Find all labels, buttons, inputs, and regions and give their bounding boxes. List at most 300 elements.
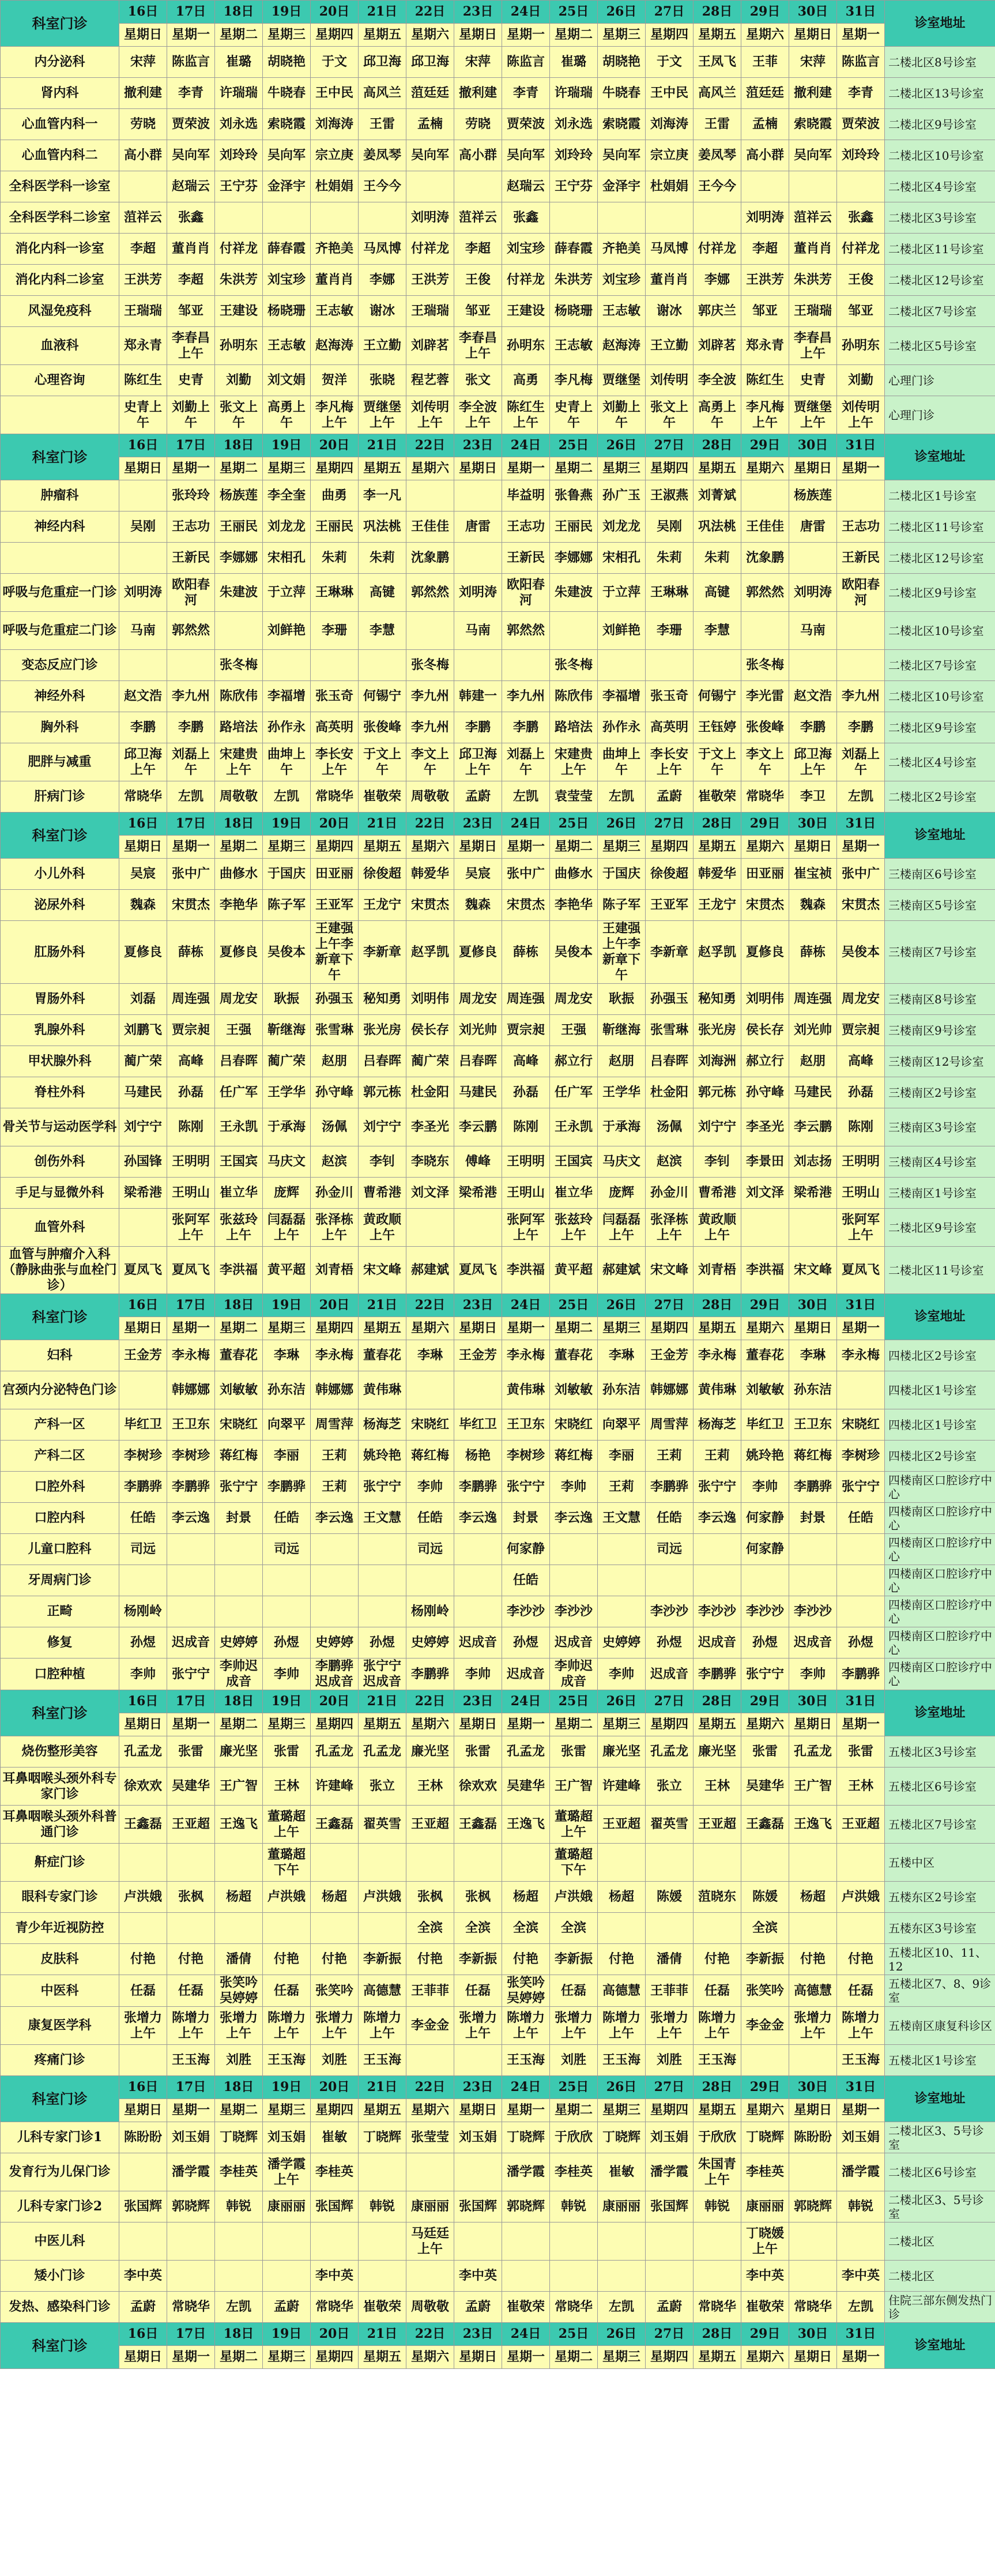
doctor-cell: 唐雷 <box>454 512 502 543</box>
doctor-cell <box>359 1534 406 1565</box>
date-cell: 18日 <box>215 1294 263 1317</box>
clinic-address: 五楼北区7号诊室 <box>885 1806 995 1844</box>
table-row <box>1 1844 995 1882</box>
doctor-cell <box>167 2261 215 2292</box>
doctor-cell: 杨超 <box>311 1882 359 1913</box>
department-name: 呼吸与危重症一门诊 <box>1 574 119 612</box>
doctor-cell: 任磊 <box>550 1975 598 2007</box>
date-cell: 26日 <box>598 2076 646 2099</box>
doctor-cell: 董璐超上午 <box>263 1806 311 1844</box>
doctor-cell: 廉光坚 <box>406 1736 454 1768</box>
doctor-cell: 马凤博 <box>359 234 406 265</box>
doctor-cell: 王永凯 <box>550 1108 598 1146</box>
doctor-cell: 李洪福 <box>215 1247 263 1294</box>
doctor-cell: 曲修水 <box>215 859 263 890</box>
department-name: 发育行为儿保门诊 <box>1 2153 119 2191</box>
doctor-cell: 李青 <box>167 78 215 109</box>
doctor-cell: 王建设 <box>215 296 263 327</box>
section-header-weekdays <box>1 24 995 47</box>
doctor-cell: 崔敏 <box>598 2153 646 2191</box>
doctor-cell: 宋文峰 <box>789 1247 837 1294</box>
weekday-cell: 星期一 <box>837 2099 885 2122</box>
doctor-cell <box>694 1534 741 1565</box>
doctor-cell: 牛晓春 <box>263 78 311 109</box>
doctor-cell: 王玉海 <box>598 2045 646 2076</box>
doctor-cell: 王建设 <box>502 296 550 327</box>
doctor-cell: 朱建波 <box>550 574 598 612</box>
doctor-cell: 王立勤 <box>359 327 406 365</box>
doctor-cell: 刘青梧 <box>311 1247 359 1294</box>
doctor-cell: 高英明 <box>646 712 694 743</box>
table-row <box>1 2222 995 2261</box>
doctor-cell: 夏修良 <box>741 921 789 984</box>
doctor-cell: 张雷 <box>741 1736 789 1768</box>
weekday-cell: 星期日 <box>119 1317 167 1340</box>
weekday-cell: 星期四 <box>646 2099 694 2122</box>
department-name: 全科医学科一诊室 <box>1 171 119 202</box>
doctor-cell: 吴建华 <box>741 1768 789 1806</box>
date-cell: 29日 <box>741 813 789 836</box>
date-cell: 31日 <box>837 2076 885 2099</box>
weekday-cell: 星期六 <box>741 1317 789 1340</box>
date-cell: 25日 <box>550 1 598 24</box>
date-cell: 21日 <box>359 813 406 836</box>
doctor-cell: 王亚军 <box>646 890 694 921</box>
doctor-cell: 董肖肖 <box>646 265 694 296</box>
doctor-cell <box>119 2045 167 2076</box>
doctor-cell: 周雪萍 <box>646 1409 694 1441</box>
doctor-cell: 崔敬荣 <box>694 781 741 813</box>
table-row <box>1 202 995 234</box>
doctor-cell: 张鑫 <box>502 202 550 234</box>
doctor-cell: 沈象鹏 <box>406 543 454 574</box>
doctor-cell: 丁晓辉 <box>502 2122 550 2153</box>
doctor-cell: 侯长存 <box>406 1015 454 1046</box>
doctor-cell <box>550 2261 598 2292</box>
doctor-cell: 王莉 <box>646 1441 694 1472</box>
doctor-cell: 李沙沙 <box>502 1596 550 1627</box>
doctor-cell <box>646 1844 694 1882</box>
doctor-cell: 孙明东 <box>215 327 263 365</box>
date-cell: 31日 <box>837 813 885 836</box>
doctor-cell: 郑永青 <box>119 327 167 365</box>
doctor-cell <box>694 1565 741 1596</box>
date-cell: 23日 <box>454 1294 502 1317</box>
doctor-cell: 史婷婷 <box>406 1627 454 1659</box>
doctor-cell: 王卫东 <box>167 1409 215 1441</box>
weekday-cell: 星期四 <box>646 1317 694 1340</box>
doctor-cell: 刘玉娟 <box>837 2122 885 2153</box>
doctor-cell: 李树珍 <box>119 1441 167 1472</box>
doctor-cell: 王林 <box>263 1768 311 1806</box>
date-cell: 24日 <box>502 2323 550 2346</box>
weekday-cell: 星期一 <box>837 457 885 480</box>
doctor-cell: 王俊 <box>837 265 885 296</box>
doctor-cell: 周雪萍 <box>311 1409 359 1441</box>
section-title: 科室门诊 <box>1 2076 119 2122</box>
table-row <box>1 543 995 574</box>
doctor-cell: 李娜 <box>359 265 406 296</box>
doctor-cell: 郭庆兰 <box>694 296 741 327</box>
doctor-cell <box>550 612 598 650</box>
doctor-cell: 杨刚岭 <box>119 1596 167 1627</box>
doctor-cell <box>406 2153 454 2191</box>
weekday-cell: 星期日 <box>119 836 167 859</box>
doctor-cell: 董春花 <box>741 1340 789 1371</box>
doctor-cell: 韩爱华 <box>406 859 454 890</box>
doctor-cell: 张中广 <box>167 859 215 890</box>
doctor-cell: 陈盼盼 <box>119 2122 167 2153</box>
doctor-cell: 李艳华 <box>550 890 598 921</box>
doctor-cell: 左凯 <box>837 781 885 813</box>
doctor-cell: 宋贯杰 <box>741 890 789 921</box>
doctor-cell: 孙强玉 <box>646 984 694 1015</box>
doctor-cell: 马庆文 <box>598 1146 646 1178</box>
doctor-cell: 张晓 <box>359 365 406 396</box>
doctor-cell: 全滨 <box>502 1913 550 1944</box>
doctor-cell: 李云逸 <box>550 1503 598 1534</box>
weekday-cell: 星期日 <box>789 1317 837 1340</box>
doctor-cell: 田亚丽 <box>741 859 789 890</box>
doctor-cell: 李圣光 <box>406 1108 454 1146</box>
doctor-cell <box>119 1371 167 1409</box>
doctor-cell: 王永凯 <box>215 1108 263 1146</box>
weekday-cell: 星期日 <box>119 1713 167 1736</box>
doctor-cell: 王丽民 <box>550 512 598 543</box>
doctor-cell: 李珊 <box>646 612 694 650</box>
section-header-dates <box>1 2076 995 2099</box>
doctor-cell: 贾宗昶 <box>837 1015 885 1046</box>
doctor-cell <box>119 1844 167 1882</box>
doctor-cell: 付艳 <box>837 1944 885 1975</box>
doctor-cell: 贾荣波 <box>837 109 885 140</box>
doctor-cell: 高峰 <box>167 1046 215 1077</box>
doctor-cell <box>837 1913 885 1944</box>
weekday-cell: 星期五 <box>359 24 406 47</box>
doctor-cell: 刘光帅 <box>789 1015 837 1046</box>
doctor-cell: 李洪福 <box>502 1247 550 1294</box>
doctor-cell <box>311 1565 359 1596</box>
clinic-address: 三楼南区8号诊室 <box>885 984 995 1015</box>
clinic-address: 四楼南区口腔诊疗中心 <box>885 1503 995 1534</box>
doctor-cell: 李琳 <box>598 1340 646 1371</box>
doctor-cell: 吴向军 <box>502 140 550 171</box>
doctor-cell: 迟成音 <box>694 1627 741 1659</box>
doctor-cell: 庞辉 <box>598 1178 646 1209</box>
clinic-address: 五楼南区康复科诊区 <box>885 2007 995 2045</box>
doctor-cell: 姜凤琴 <box>694 140 741 171</box>
date-cell: 29日 <box>741 1690 789 1713</box>
doctor-cell <box>119 2153 167 2191</box>
doctor-cell: 陈增力上午 <box>359 2007 406 2045</box>
doctor-cell <box>598 2261 646 2292</box>
doctor-cell: 朱洪芳 <box>789 265 837 296</box>
doctor-cell: 刘文娟 <box>263 365 311 396</box>
doctor-cell: 王建强上午李新章下午 <box>598 921 646 984</box>
doctor-cell: 郝立行 <box>550 1046 598 1077</box>
doctor-cell: 高风兰 <box>694 78 741 109</box>
doctor-cell: 张增力上午 <box>550 2007 598 2045</box>
doctor-cell: 吴向军 <box>789 140 837 171</box>
doctor-cell: 刘玲玲 <box>215 140 263 171</box>
doctor-cell: 李云逸 <box>454 1503 502 1534</box>
clinic-address: 二楼北区 <box>885 2222 995 2261</box>
doctor-cell: 王莉 <box>311 1441 359 1472</box>
doctor-cell: 杨晓珊 <box>263 296 311 327</box>
doctor-cell <box>215 1534 263 1565</box>
doctor-cell: 刘玉娟 <box>263 2122 311 2153</box>
doctor-cell: 宋萍 <box>454 47 502 78</box>
doctor-cell: 欧阳春河 <box>837 574 885 612</box>
schedule-body <box>1 1 995 2369</box>
doctor-cell: 王淑燕 <box>646 480 694 512</box>
doctor-cell: 蒋红梅 <box>789 1441 837 1472</box>
clinic-address: 四楼南区口腔诊疗中心 <box>885 1596 995 1627</box>
doctor-cell: 张雷 <box>454 1736 502 1768</box>
doctor-cell: 廉光坚 <box>694 1736 741 1768</box>
doctor-cell: 贾宗昶 <box>502 1015 550 1046</box>
section-header-dates <box>1 434 995 457</box>
doctor-cell: 曲修水 <box>550 859 598 890</box>
weekday-cell: 星期三 <box>263 2346 311 2369</box>
doctor-cell: 孔孟龙 <box>789 1736 837 1768</box>
department-name: 心血管内科二 <box>1 140 119 171</box>
date-cell: 28日 <box>694 813 741 836</box>
doctor-cell: 刘明伟 <box>406 984 454 1015</box>
doctor-cell: 吴向军 <box>263 140 311 171</box>
date-cell: 21日 <box>359 1294 406 1317</box>
table-row <box>1 2153 995 2191</box>
doctor-cell: 马廷廷上午 <box>406 2222 454 2261</box>
doctor-cell: 康丽丽 <box>598 2191 646 2222</box>
doctor-cell: 杨族莲 <box>215 480 263 512</box>
doctor-cell: 康丽丽 <box>406 2191 454 2222</box>
weekday-cell: 星期一 <box>837 2346 885 2369</box>
doctor-cell <box>119 171 167 202</box>
doctor-cell: 陈增力上午 <box>502 2007 550 2045</box>
doctor-cell: 傅峰 <box>454 1146 502 1178</box>
doctor-cell: 张玉奇 <box>311 681 359 712</box>
doctor-cell: 李云鹏 <box>789 1108 837 1146</box>
doctor-cell: 王莉 <box>694 1441 741 1472</box>
date-cell: 27日 <box>646 1690 694 1713</box>
doctor-cell: 王丽民 <box>311 512 359 543</box>
doctor-cell <box>311 650 359 681</box>
doctor-cell: 孔孟龙 <box>646 1736 694 1768</box>
doctor-cell: 张光房 <box>359 1015 406 1046</box>
doctor-cell: 李娜娜 <box>215 543 263 574</box>
weekday-cell: 星期一 <box>167 1713 215 1736</box>
section-header-weekdays <box>1 836 995 859</box>
doctor-cell <box>789 171 837 202</box>
weekday-cell: 星期一 <box>502 457 550 480</box>
doctor-cell: 潘学霞上午 <box>263 2153 311 2191</box>
clinic-address: 三楼南区3号诊室 <box>885 1108 995 1146</box>
doctor-cell: 夏修良 <box>119 921 167 984</box>
department-name: 变态反应门诊 <box>1 650 119 681</box>
doctor-cell: 汤佩 <box>646 1108 694 1146</box>
doctor-cell <box>359 2153 406 2191</box>
date-cell: 23日 <box>454 2076 502 2099</box>
doctor-cell: 王金芳 <box>454 1340 502 1371</box>
doctor-cell: 邹亚 <box>741 296 789 327</box>
clinic-address: 心理门诊 <box>885 396 995 434</box>
doctor-cell <box>598 1596 646 1627</box>
doctor-cell <box>119 1913 167 1944</box>
clinic-address: 五楼东区2号诊室 <box>885 1882 995 1913</box>
clinic-address: 三楼南区9号诊室 <box>885 1015 995 1046</box>
doctor-cell: 李鹏骅 <box>694 1659 741 1690</box>
date-cell: 28日 <box>694 1690 741 1713</box>
section-header-dates <box>1 1294 995 1317</box>
doctor-cell: 刘志扬 <box>789 1146 837 1178</box>
doctor-cell: 董肖肖 <box>167 234 215 265</box>
doctor-cell: 孙煜 <box>741 1627 789 1659</box>
weekday-cell: 星期三 <box>598 457 646 480</box>
doctor-cell: 张光房 <box>694 1015 741 1046</box>
weekday-cell: 星期日 <box>789 24 837 47</box>
doctor-cell: 菹廷廷 <box>741 78 789 109</box>
weekday-cell: 星期四 <box>311 457 359 480</box>
clinic-address: 二楼北区7号诊室 <box>885 296 995 327</box>
doctor-cell <box>359 1844 406 1882</box>
doctor-cell: 王琳琳 <box>646 574 694 612</box>
doctor-cell: 刘敏敏 <box>550 1371 598 1409</box>
doctor-cell <box>406 1209 454 1247</box>
address-header: 诊室地址 <box>885 813 995 859</box>
clinic-address: 二楼北区7号诊室 <box>885 650 995 681</box>
doctor-cell: 李文上午 <box>741 743 789 781</box>
weekday-cell: 星期三 <box>263 24 311 47</box>
doctor-cell: 李帅 <box>454 1659 502 1690</box>
doctor-cell: 孟蔚 <box>119 2292 167 2323</box>
doctor-cell <box>646 1913 694 1944</box>
table-row <box>1 1503 995 1534</box>
weekday-cell: 星期二 <box>550 457 598 480</box>
doctor-cell: 王明山 <box>167 1178 215 1209</box>
clinic-address: 二楼北区9号诊室 <box>885 712 995 743</box>
doctor-cell: 李丽 <box>598 1441 646 1472</box>
doctor-cell: 王鑫磊 <box>119 1806 167 1844</box>
doctor-cell: 韩锐 <box>837 2191 885 2222</box>
doctor-cell: 张宁宁 <box>359 1472 406 1503</box>
date-cell: 22日 <box>406 813 454 836</box>
doctor-cell: 李春昌上午 <box>454 327 502 365</box>
doctor-cell: 王逸飞 <box>502 1806 550 1844</box>
doctor-cell: 李帅 <box>598 1659 646 1690</box>
table-row <box>1 1944 995 1975</box>
doctor-cell: 李中英 <box>837 2261 885 2292</box>
date-cell: 18日 <box>215 1690 263 1713</box>
date-cell: 31日 <box>837 434 885 457</box>
department-name: 血液科 <box>1 327 119 365</box>
doctor-cell: 张雷 <box>263 1736 311 1768</box>
doctor-cell: 任磊 <box>263 1975 311 2007</box>
doctor-cell: 吴建华 <box>502 1768 550 1806</box>
section-header-weekdays <box>1 2346 995 2369</box>
table-row <box>1 859 995 890</box>
doctor-cell: 孙广玉 <box>598 480 646 512</box>
doctor-cell: 张笑吟吴婷婷 <box>215 1975 263 2007</box>
doctor-cell: 张笑吟吴婷婷 <box>502 1975 550 2007</box>
doctor-cell: 邱卫海 <box>359 47 406 78</box>
doctor-cell <box>454 1565 502 1596</box>
doctor-cell: 于欣欣 <box>694 2122 741 2153</box>
doctor-cell: 王强 <box>215 1015 263 1046</box>
doctor-cell: 王今今 <box>359 171 406 202</box>
doctor-cell: 康丽丽 <box>741 2191 789 2222</box>
doctor-cell: 李帅 <box>789 1659 837 1690</box>
table-row <box>1 2292 995 2323</box>
doctor-cell: 王卫东 <box>789 1409 837 1441</box>
doctor-cell: 孙东洁 <box>789 1371 837 1409</box>
doctor-cell: 付艳 <box>119 1944 167 1975</box>
clinic-address: 四楼北区2号诊室 <box>885 1441 995 1472</box>
weekday-cell: 星期六 <box>406 836 454 859</box>
doctor-cell <box>215 202 263 234</box>
weekday-cell: 星期四 <box>646 24 694 47</box>
doctor-cell: 李鹏骅 <box>454 1472 502 1503</box>
address-header: 诊室地址 <box>885 2323 995 2369</box>
doctor-cell <box>454 1209 502 1247</box>
doctor-cell: 吕春晖 <box>646 1046 694 1077</box>
date-cell: 22日 <box>406 2323 454 2346</box>
section-header-dates <box>1 2323 995 2346</box>
date-cell: 28日 <box>694 2076 741 2099</box>
doctor-cell: 朱莉 <box>359 543 406 574</box>
doctor-cell: 朱莉 <box>694 543 741 574</box>
clinic-address: 四楼北区1号诊室 <box>885 1409 995 1441</box>
weekday-cell: 星期二 <box>215 836 263 859</box>
doctor-cell: 高勇 <box>502 365 550 396</box>
date-cell: 23日 <box>454 2323 502 2346</box>
doctor-cell: 陈增力上午 <box>837 2007 885 2045</box>
doctor-cell: 曲勇 <box>311 480 359 512</box>
date-cell: 24日 <box>502 1 550 24</box>
doctor-cell: 李鹏 <box>789 712 837 743</box>
doctor-cell: 韩娜娜 <box>167 1371 215 1409</box>
doctor-cell <box>694 1844 741 1882</box>
doctor-cell: 刘敏敏 <box>741 1371 789 1409</box>
doctor-cell: 许建峰 <box>311 1768 359 1806</box>
doctor-cell <box>694 2222 741 2261</box>
doctor-cell: 郭元栋 <box>359 1077 406 1108</box>
doctor-cell: 王瑞瑞 <box>789 296 837 327</box>
weekday-cell: 星期日 <box>789 457 837 480</box>
doctor-cell: 李云逸 <box>311 1503 359 1534</box>
doctor-cell: 王佳佳 <box>406 512 454 543</box>
doctor-cell: 何锡宁 <box>359 681 406 712</box>
doctor-cell: 夏凤飞 <box>119 1247 167 1294</box>
department-name: 血管与肿瘤介入科（静脉曲张与血栓门诊） <box>1 1247 119 1294</box>
date-cell: 17日 <box>167 1294 215 1317</box>
doctor-cell: 姜凤琴 <box>359 140 406 171</box>
doctor-cell: 常晓华 <box>167 2292 215 2323</box>
doctor-cell: 任磊 <box>454 1975 502 2007</box>
doctor-cell: 李新振 <box>454 1944 502 1975</box>
doctor-cell: 赵文浩 <box>789 681 837 712</box>
clinic-address: 二楼北区11号诊室 <box>885 234 995 265</box>
doctor-cell <box>119 2222 167 2261</box>
table-row <box>1 1659 995 1690</box>
department-name: 烧伤整形美容 <box>1 1736 119 1768</box>
doctor-cell: 姚玲艳 <box>359 1441 406 1472</box>
doctor-cell: 王鑫磊 <box>741 1806 789 1844</box>
clinic-address: 四楼南区口腔诊疗中心 <box>885 1659 995 1690</box>
doctor-cell: 孔孟龙 <box>311 1736 359 1768</box>
weekday-cell: 星期二 <box>550 836 598 859</box>
doctor-cell: 李鹏骅 <box>646 1472 694 1503</box>
